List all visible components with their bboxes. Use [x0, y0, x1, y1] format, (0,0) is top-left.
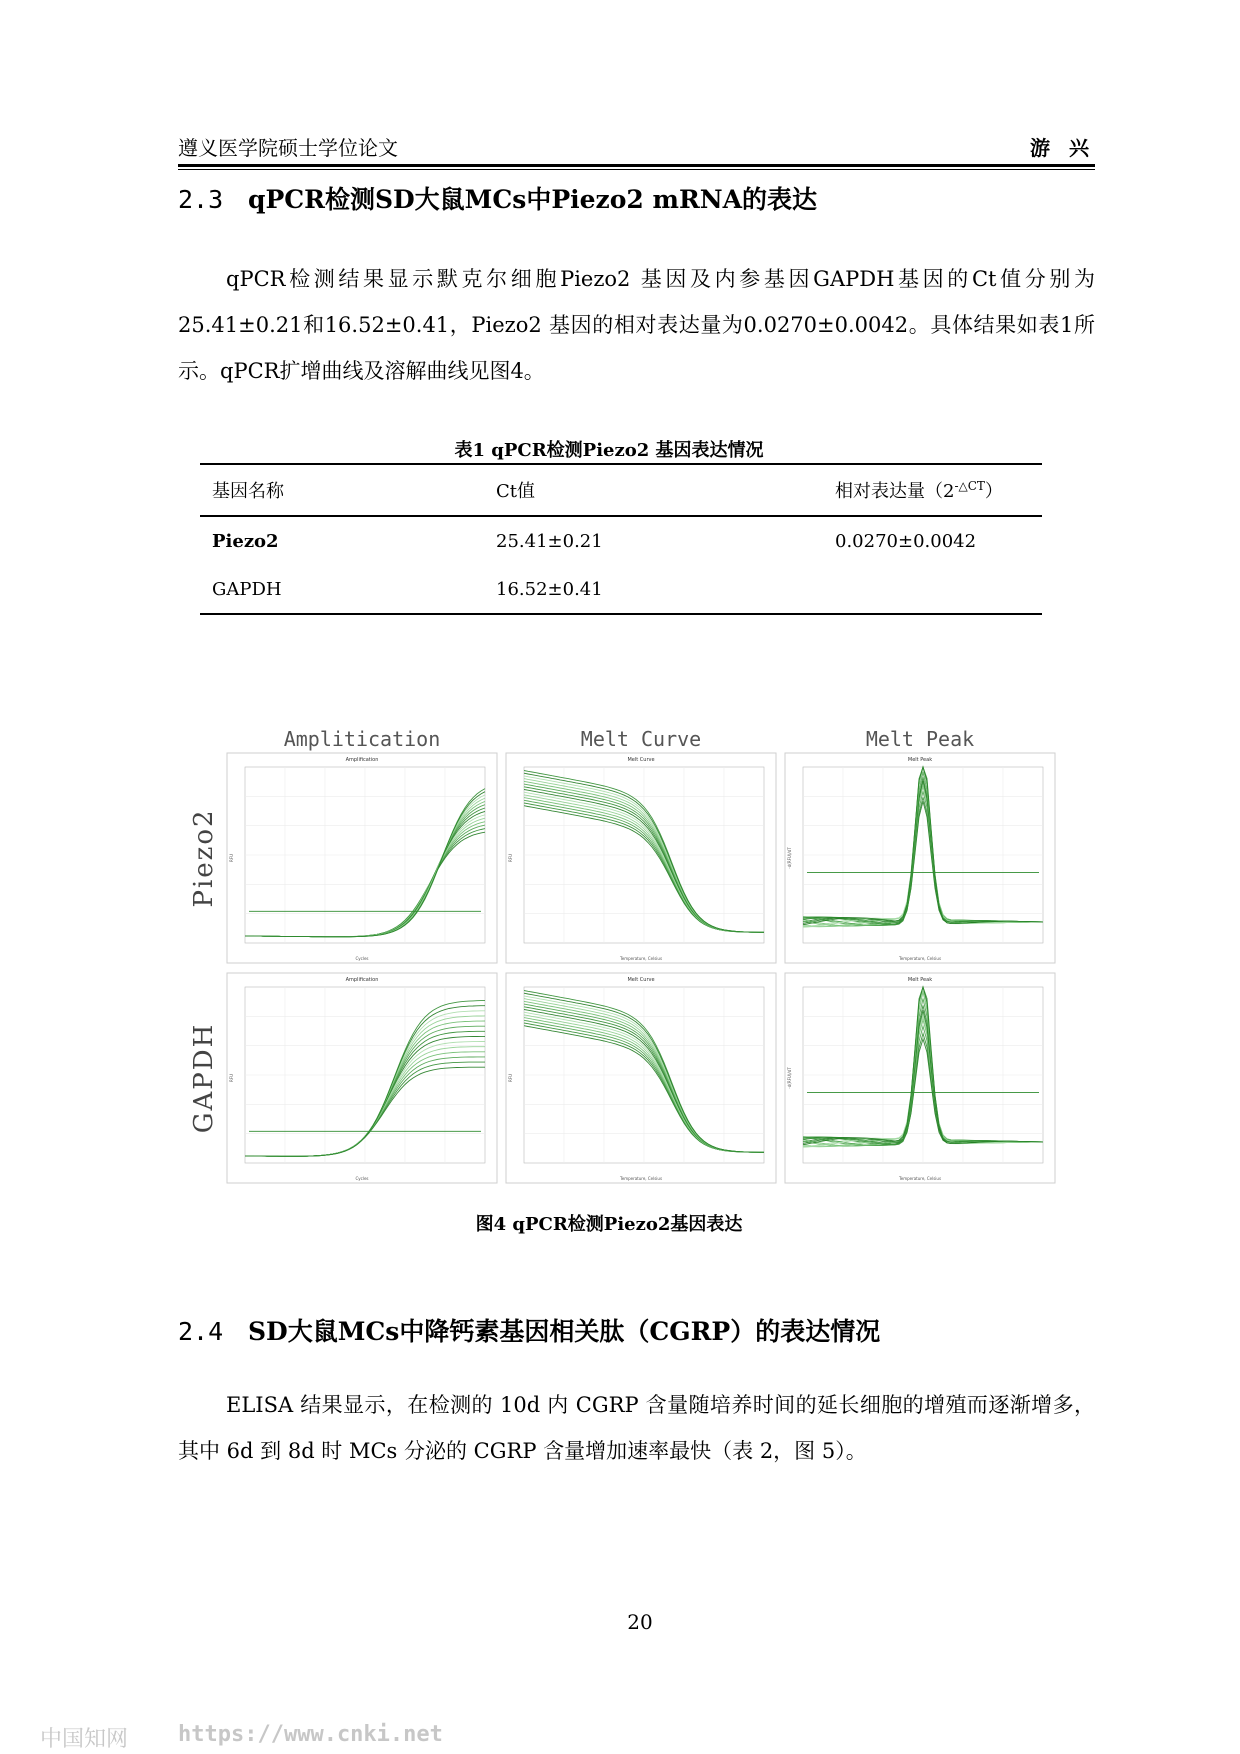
table-caption: 表1 qPCR检测Piezo2 基因表达情况 [454, 440, 764, 461]
panel-ylabel: RFU [229, 1073, 234, 1083]
header-superscript: -△CT [954, 479, 985, 493]
watermark-cnki-logo: 中国知网 [40, 1727, 129, 1752]
panel-title: Melt Peak [907, 977, 933, 983]
panel-xlabel: Temperature, Celsius [898, 1176, 942, 1181]
panel-title: Melt Curve [627, 757, 655, 763]
panel-title: Amplification [345, 977, 379, 983]
section-title: SD大鼠MCs中降钙素基因相关肽（CGRP）的表达情况 [248, 1317, 881, 1346]
figure-4 [190, 725, 1070, 1195]
page-number: 20 [627, 1610, 653, 1634]
column-title: Amplitication [283, 727, 441, 751]
cell-relative: 0.0270±0.0042 [835, 530, 977, 552]
panel-title: Melt Curve [627, 977, 655, 983]
column-title: Melt Curve [580, 727, 702, 751]
panel-title: Melt Peak [907, 757, 933, 763]
cell-relative [823, 565, 1042, 614]
panel-ylabel: RFU [229, 853, 234, 863]
panel-xlabel: Cycles [355, 1176, 369, 1181]
qpcr-panel [227, 973, 497, 1183]
panel-ylabel: RFU [508, 1073, 513, 1083]
cell-ct: 16.52±0.41 [484, 565, 823, 614]
qpcr-panel [506, 973, 776, 1183]
header-ct: Ct值 [484, 464, 823, 516]
column-title: Melt Peak [865, 727, 975, 751]
paragraph-elisa-results: ELISA 结果显示，在检测的 10d 内 CGRP 含量随培养时间的延长细胞的增殖而逐渐增多，其中 6d 到 8d 时 MCs 分泌的 CGRP 含量增加速率最快（表 2，图 5）。 [178, 1393, 1095, 1463]
header-rule-thick [178, 164, 1095, 167]
panel-xlabel: Temperature, Celsius [619, 1176, 663, 1181]
panel-xlabel: Temperature, Celsius [898, 956, 942, 961]
table-row [200, 565, 1042, 614]
panel-ylabel: -d(RFU)/dT [787, 847, 792, 869]
section-title: qPCR检测SD大鼠MCs中Piezo2 mRNA的表达 [248, 185, 817, 214]
qpcr-panel [506, 753, 776, 963]
running-header-title: 遵义医学院硕士学位论文 [178, 136, 398, 160]
qpcr-panels [190, 725, 1070, 1195]
header-relative-expression: 相对表达量$(2^{-\triangle CT})$ [823, 464, 1042, 516]
panel-title: Amplification [345, 757, 379, 763]
figure-caption: 图4 qPCR检测Piezo2基因表达 [475, 1214, 743, 1235]
panel-ylabel: RFU [508, 853, 513, 863]
table-row [200, 516, 1042, 565]
qpcr-panel [785, 753, 1055, 963]
panel-xlabel: Cycles [355, 956, 369, 961]
row-label: GAPDH [190, 1022, 219, 1134]
panel-xlabel: Temperature, Celsius [619, 956, 663, 961]
results-table [200, 463, 1042, 615]
header-gene: 基因名称 [200, 464, 484, 516]
cell-gene: GAPDH [200, 565, 484, 614]
cell-gene: Piezo2 [212, 530, 279, 552]
panel-ylabel: -d(RFU)/dT [787, 1067, 792, 1089]
table-header-row [200, 464, 1042, 516]
cell-ct: 25.41±0.21 [496, 530, 603, 552]
watermark-url: https://www.cnki.net [178, 1722, 443, 1747]
header-rule-thin [178, 169, 1095, 170]
row-label: Piezo2 [190, 808, 219, 908]
running-header-author: 游 兴 [1030, 136, 1095, 160]
section-number: 2.4 [178, 1317, 224, 1346]
paragraph-qpcr-results: qPCR检测结果显示默克尔细胞Piezo2 基因及内参基因GAPDH基因的Ct值分别为25.41±0.21和16.52±0.41，Piezo2 基因的相对表达量为0.0270±0.0042。具体结果如表1所示。qPCR扩增曲线及溶解曲线见图4。 [178, 267, 1095, 383]
section-heading-2-3 [178, 180, 817, 216]
qpcr-panel [785, 973, 1055, 1183]
qpcr-panel [227, 753, 497, 963]
section-number: 2.3 [178, 185, 224, 214]
section-heading-2-4 [178, 1312, 880, 1348]
